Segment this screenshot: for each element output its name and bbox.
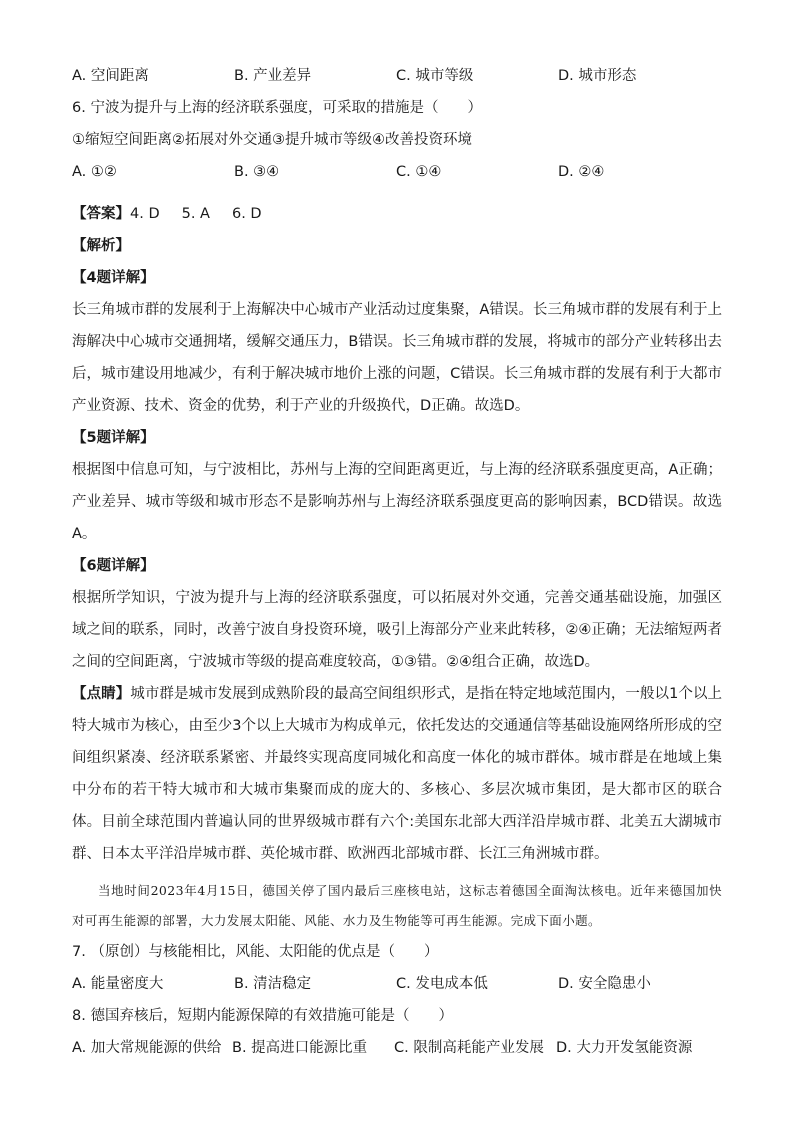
- q8-stem: 8. 德国弃核后，短期内能源保障的有效措施可能是（ ）: [72, 1008, 453, 1024]
- option-c[interactable]: C. 发电成本低: [396, 976, 488, 992]
- option-d[interactable]: D. ②④: [558, 164, 605, 180]
- answer-6: 6. D: [231, 206, 262, 222]
- option-b[interactable]: B. 产业差异: [234, 68, 312, 84]
- q6-stem: 6. 宁波为提升与上海的经济联系强度，可采取的措施是（ ）: [72, 100, 482, 116]
- answer-label: 【答案】: [72, 206, 130, 222]
- detail6-label: 【6题详解】: [72, 558, 155, 574]
- document-page: [72, 60, 722, 1064]
- point-text: 城市群是城市发展到成熟阶段的最高空间组织形式，是指在特定地域范围内，一般以1个以上特大城市为核心，由至少3个以上大城市为构成单元，依托发达的交通通信等基础设施网络所形成的空间组织紧凑、经济联系紧密、并最终实现高度同城化和高度一体化的城市群体。城市群是在地域上集中分布的若干特大城市和大城市集聚而成的庞大的、多核心、多层次城市集团，是大都市区的联合体。目前全球范围内普遍认同的世界级城市群有六个:美国东北部大西洋沿岸城市群、北美五大湖城市群、日本太平洋沿岸城市群、英伦城市群、欧洲西北部城市群、长江三角洲城市群。: [72, 686, 723, 862]
- option-a[interactable]: A. 加大常规能源的供给: [72, 1040, 222, 1056]
- option-c[interactable]: C. ①④: [396, 164, 442, 180]
- option-d[interactable]: D. 城市形态: [558, 68, 637, 84]
- q8-options: [72, 1032, 722, 1064]
- point-paragraph: [72, 678, 722, 870]
- answer-line: [72, 198, 722, 230]
- option-b[interactable]: B. 清洁稳定: [234, 976, 312, 992]
- option-d[interactable]: D. 安全隐患小: [558, 976, 651, 992]
- option-a[interactable]: A. ①②: [72, 164, 117, 180]
- option-b[interactable]: B. 提高进口能源比重: [232, 1040, 368, 1056]
- q6-items: ①缩短空间距离②拓展对外交通③提升城市等级④改善投资环境: [72, 132, 472, 148]
- option-b[interactable]: B. ③④: [234, 164, 280, 180]
- q5-options: [72, 60, 722, 92]
- detail4-label: 【4题详解】: [72, 270, 155, 286]
- q7-stem: 7. （原创）与核能相比，风能、太阳能的优点是（ ）: [72, 944, 439, 960]
- detail5-text: 根据图中信息可知，与宁波相比，苏州与上海的空间距离更近，与上海的经济联系强度更高，A正确；产业差异、城市等级和城市形态不是影响苏州与上海经济联系强度更高的影响因素，BCD错误。故选A。: [72, 462, 722, 542]
- detail6-text: 根据所学知识，宁波为提升与上海的经济联系强度，可以拓展对外交通，完善交通基础设施，加强区域之间的联系，同时，改善宁波自身投资环境，吸引上海部分产业来此转移，②④正确；无法缩短两者之间的空间距离，宁波城市等级的提高难度较高，①③错。②④组合正确，故选D。: [72, 590, 722, 670]
- option-d[interactable]: D. 大力开发氢能资源: [556, 1040, 693, 1056]
- option-c[interactable]: C. 限制高耗能产业发展: [394, 1040, 544, 1056]
- detail5-label: 【5题详解】: [72, 430, 155, 446]
- point-label: 【点睛】: [72, 686, 131, 702]
- q6-options: [72, 156, 722, 188]
- detail4-text: 长三角城市群的发展利于上海解决中心城市产业活动过度集聚，A错误。长三角城市群的发展有利于上海解决中心城市交通拥堵，缓解交通压力，B错误。长三角城市群的发展，将城市的部分产业转移出去后，城市建设用地减少，有利于解决城市地价上涨的问题，C错误。长三角城市群的发展有利于大都市产业资源、技术、资金的优势，利于产业的升级换代，D正确。故选D。: [72, 302, 722, 414]
- option-a[interactable]: A. 空间距离: [72, 68, 149, 84]
- q7-options: [72, 968, 722, 1000]
- answer-5: 5. A: [181, 206, 210, 222]
- option-c[interactable]: C. 城市等级: [396, 68, 474, 84]
- material-intro: 当地时间2023年4月15日，德国关停了国内最后三座核电站，这标志着德国全面淘汰核电。近年来德国加快对可再生能源的部署，大力发展太阳能、风能、水力及生物能等可再生能源。完成下面小题。: [72, 883, 722, 928]
- option-a[interactable]: A. 能量密度大: [72, 976, 164, 992]
- answer-4: 4. D: [130, 206, 160, 222]
- analysis-label: 【解析】: [72, 238, 130, 254]
